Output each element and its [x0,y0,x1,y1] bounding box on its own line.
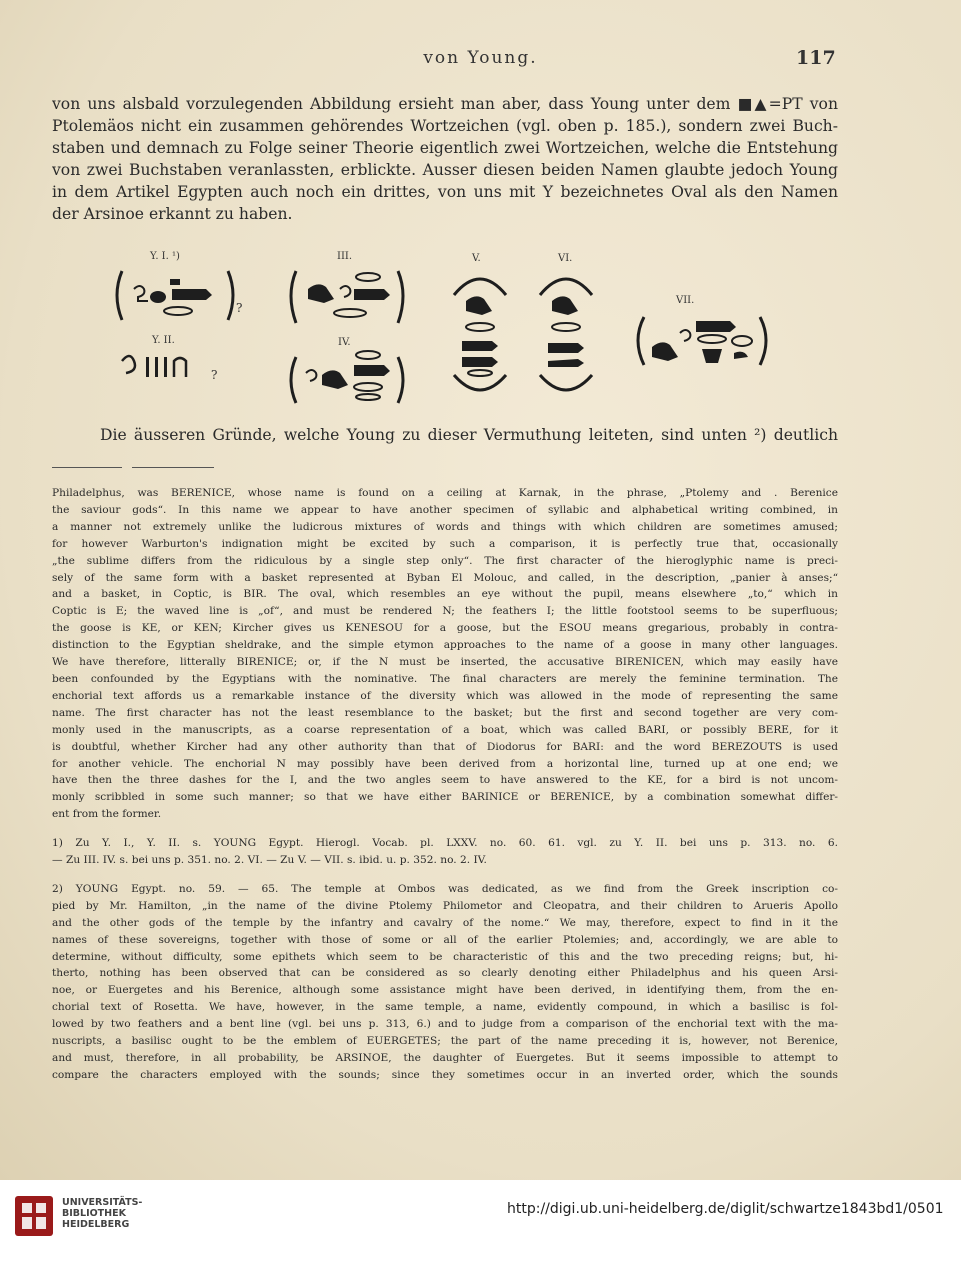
note-2-line: and must, therefore, in all probability, be ARSINOE, the daughter of Euergetes. But it seems impossible to attempt to [52,1052,838,1064]
note-2-line: pied by Mr. Hamilton, „in the name of the divine Ptolemy Philometor and Cleopatra, and their children to Arueris Apollo [52,899,838,912]
note-line: enchorial text affords us a remarkable instance of the diversity which was allowed in the mode of representing the same [52,689,838,702]
body-line: in dem Artikel Egypten auch noch ein drittes, von uns mit Y bezeichnetes Oval als den Namen [52,183,838,201]
library-name-line: BIBLIOTHEK [62,1208,126,1219]
note-1-line: 1) Zu Y. I., Y. II. s. YOUNG Egypt. Hierogl. Vocab. pl. LXXV. no. 60. 61. vgl. zu Y. II. bei uns p. 313. no. 6. [52,837,838,850]
label-y2: Y. II. [152,335,175,346]
note-2-line: lowed by two feathers and a bent line (vgl. bei uns p. 313, 6.) and to judge from a comparison of the enchorial text with the ma- [52,1018,838,1031]
label-iv: IV. [338,337,351,348]
note-2-line: determine, without difficulty, some epithets which seem to be characteristic of this and the two preceding reigns; but, hi- [52,950,838,963]
note-1-line: — Zu III. IV. s. bei uns p. 351. no. 2. VI. — Zu V. — VII. s. ibid. u. p. 352. no. 2. IV. [52,854,487,867]
label-vi: VI. [558,253,573,264]
note-2-line: names of these sovereigns, together with those of some or all of the earlier Ptolemies; and, accordingly, we are able to [52,933,838,946]
note-line: monly scribbled in some such manner; so that we have either BARINICE or BERENICE, by a combination somewhat differ- [52,791,838,804]
cartouche-vii [638,317,644,365]
snake-glyph [134,286,148,301]
note-2-line: noe, or Euergetes and his Berenice, although some assistance might have been derived, in identifying them, from the en- [52,984,838,997]
mouth-glyph [164,307,192,315]
label-y1: Y. I. ¹) [150,251,180,262]
hieroglyph-plate [100,245,800,420]
note-line: have then the three dashes for the I, and the two angles seem to have answered to the KE, for a bird is not uncom- [52,774,838,787]
note-2-line: 2) YOUNG Egypt. no. 59. — 65. The temple at Ombos was dedicated, as we find from the Greek inscription co- [52,882,838,895]
bird-glyph [308,284,334,303]
note-line: Philadelphus, was BERENICE, whose name is found on a ceiling at Karnak, in the phrase, „Ptolemy and . Berenice [52,487,838,499]
label-iii: III. [337,251,353,262]
cartouche-y1 [117,271,122,320]
note-2-line: nuscripts, a basilisc ought to be the emblem of EUERGETES; the part of the name preceding it is, however, not Berenice, [52,1035,838,1048]
viewer-footer [0,1180,961,1261]
note-line: the saviour gods“. In this name we appear to have another specimen of syllabic and alphabetical writing combined, in [52,503,838,516]
note-line: for however Warburton's indignation might be excited by such a comparison, it is perfectly true that, occasionally [52,537,838,550]
permalink[interactable]: http://digi.ub.uni-heidelberg.de/diglit/schwartze1843bd1/0501 [507,1201,944,1217]
enchorial-glyph [122,356,135,373]
running-title: von Young. [423,48,538,68]
hand-glyph [172,289,212,300]
cartouche-iv [291,357,296,403]
note-line: name. The first character has not the least resemblance to the basket; but the first and second together are very com- [52,706,838,719]
note-line: is doubtful, whether Kircher had any other authority than that of Diodorus for BARI: and the word BEREZOUTS is used [52,740,838,753]
label-vii: VII. [676,295,695,306]
note-line: been confounded by the Egyptians with the nominative. The final characters are merely the feminine termination. The [52,672,838,685]
note-line: ent from the former. [52,808,162,821]
continuation-line: Die äusseren Gründe, welche Young zu dieser Vermuthung leiteten, sind unten ²) deutlich [100,426,838,444]
body-line: von zwei Buchstaben veranlassten, erblickte. Ausser diesen beiden Namen glaubte jedoch Young [52,161,838,179]
note-line: sely of the same form with a basket represented at Byban El Molouc, and called, in the description, „panier à anses;“ [52,571,838,584]
page-number: 117 [796,47,836,69]
note-2-line: therto, nothing has been observed that can be considered as so clearly denoting either Philadelphus and his queen Arsi- [52,967,838,980]
note-line: a manner not extremely unlike the ludicrous mixtures of words and things with which children are sometimes amused; [52,520,838,533]
note-line: the goose is KE, or KEN; Kircher gives us KENESOU for a goose, but the ESOU means gregarious, probably in contra- [52,622,838,635]
label-v: V. [472,253,481,264]
note-line: distinction to the Egyptian sheldrake, and the simple etymon approaches to the name of a goose in many other languages. [52,639,838,652]
note-line: monly used in the manuscripts, as a coarse representation of a boat, which was called BARI, or possibly BERE, for it [52,723,838,736]
body-line: der Arsinoe erkannt zu haben. [52,205,293,223]
library-name-line: UNIVERSITÄTS- [62,1197,143,1208]
main-paragraph [52,93,838,225]
note-line: and a basket, in Coptic, is BIR. The oval, which resembles an eye without the pupil, means elsewhere „to,“ which in [52,588,838,601]
note-2-line: chorial text of Rosetta. We have, however, in the same temple, a name, evidently compound, in which a basilisc is fol- [52,1001,838,1014]
footnote-rule [52,467,122,468]
question-mark: ? [211,368,218,382]
university-seal-icon [14,1195,54,1237]
body-line: staben und demnach zu Folge seiner Theorie eigentlich zwei Wortzeichen, welche die Entstehung [52,139,838,157]
footnote-rule [132,467,214,468]
cartouche-vi [540,279,592,295]
note-2-line: and the other gods of the temple by the infantry and cavalry of the nome.“ We may, therefore, expect to find in it the [52,916,838,929]
library-name [62,1197,142,1230]
library-name-line: HEIDELBERG [62,1219,130,1230]
note-line: We have therefore, litterally BIRENICE; or, if the N must be inserted, the accusative BIRENICEN, which may easily have [52,656,838,669]
cartouche-v [454,279,506,295]
cartouche-iii [291,271,296,323]
question-mark: ? [236,301,243,315]
body-line: von uns alsbald vorzulegenden Abbildung ersieht man aber, dass Young unter dem ■▲=PT von [52,95,838,113]
note-2-line: compare the characters employed with the sounds; since they sometimes occur in an inverted order, which the sounds [52,1068,838,1081]
note-line: for another vehicle. The enchorial N may possibly have been derived from a horizontal line, turned up at one end; we [52,757,838,770]
note-line: „the sublime differs from the ridiculous by a single step only“. The first character of the hieroglyphic name is preci- [52,554,838,567]
note-line: Coptic is E; the waved line is „of“, and must be rendered N; the feathers I; the little footstool seems to be superfluous; [52,605,838,618]
body-line: Ptolemäos nicht ein zusammen gehörendes Wortzeichen (vgl. oben p. 185.), sondern zwei Buch- [52,117,838,135]
footnotes [52,485,838,1084]
cartouche-drawings [100,245,800,420]
